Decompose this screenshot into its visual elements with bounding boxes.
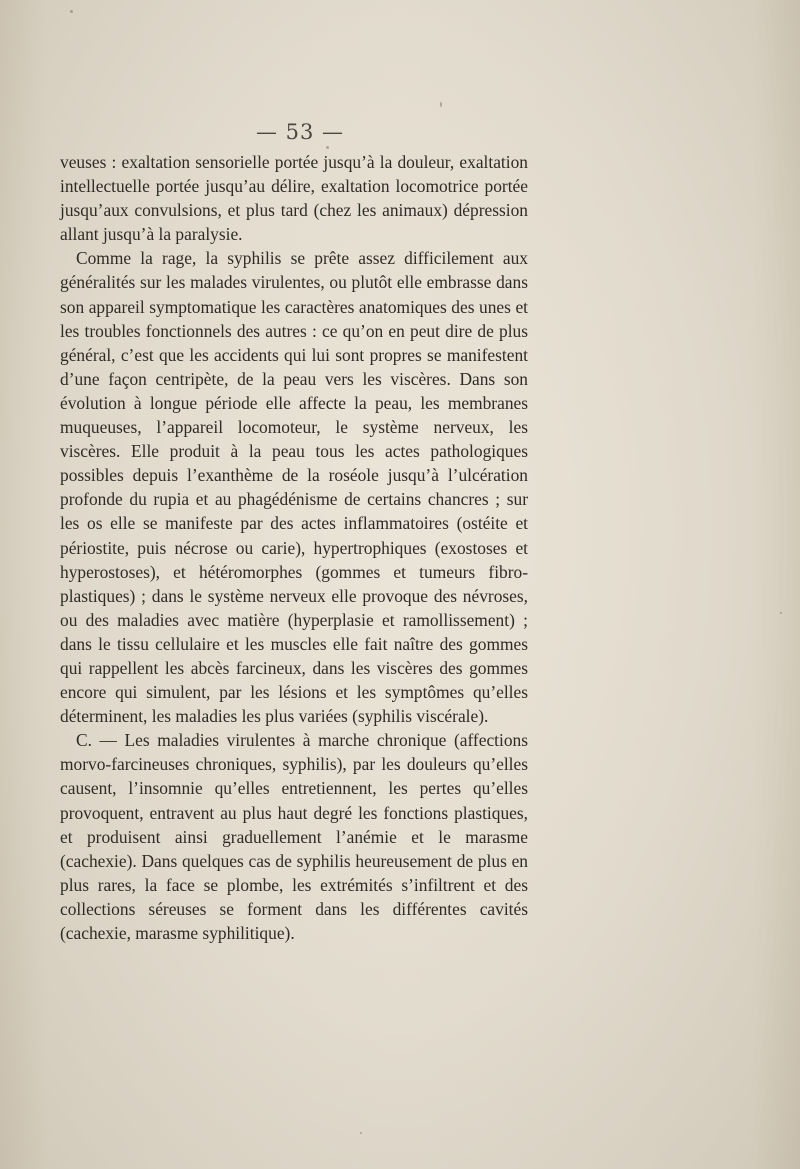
paragraph-chronic-diseases: C. — Les maladies virulentes à marche chronique (affections morvo-farcineuses chroniques, syphilis), par les douleurs qu’elles causent, l’insomnie qu’elles entretiennent, les pertes qu’elles provoquent, entravent au plus haut degré les fonctions plastiques, et produisent ainsi graduellement l’anémie et le marasme (cachexie). Dans quelques cas de syphilis heureusement de plus en plus rares, la face se plombe, les extrémités s’infiltrent et des collections séreuses se forment dans les différentes cavités (cachexie, marasme syphilitique). bbox=[60, 730, 528, 943]
paragraph-continuation: veuses : exaltation sensorielle portée jusqu’à la douleur, exaltation intellectuelle portée jusqu’au délire, exaltation locomotrice portée jusqu’aux convulsions, et plus tard (chez les animaux) dépression allant jusqu’à la paralysie. bbox=[60, 152, 528, 245]
paper-speck bbox=[440, 102, 442, 107]
paper-speck bbox=[360, 1132, 362, 1134]
paper-speck bbox=[70, 10, 73, 13]
paragraph-syphilis: Comme la rage, la syphilis se prête assez difficilement aux généralités sur les malades virulentes, ou plutôt elle embrasse dans son appareil symptomatique les caractères anatomiques des unes et les troubles fonctionnels des autres : ce qu’on en peut dire de plus général, c’est que les accidents qui lui sont propres se manifestent d’une façon centripète, de la peau vers les viscères. Dans son évolution à longue période elle affecte la peau, les membranes muqueuses, l’appareil locomoteur, le système nerveux, les viscères. Elle produit à la peau tous les actes pathologiques possibles depuis l’exanthème de la roséole jusqu’à l’ulcération profonde du rupia et au phagédénisme de certains chancres ; sur les os elle se manifeste par des actes inflammatoires (ostéite et périostite, puis nécrose ou carie), hypertrophiques (exostoses et hyperostoses), et hétéromorphes (gommes et tumeurs fibro-plastiques) ; dans le système nerveux elle provoque des névroses, ou des maladies avec matière (hyperplasie et ramollissement) ; dans le tissu cellulaire et les muscles elle fait naître des gommes qui rappellent les abcès farcineux, dans les viscères des gommes encore qui simulent, par les lésions et les symptômes qu’elles déterminent, les maladies les plus variées (syphilis viscérale). bbox=[60, 248, 528, 727]
paper-speck bbox=[326, 146, 329, 149]
paper-speck bbox=[780, 612, 782, 614]
body-text bbox=[60, 150, 528, 945]
page-number: — 53 — bbox=[255, 120, 345, 144]
